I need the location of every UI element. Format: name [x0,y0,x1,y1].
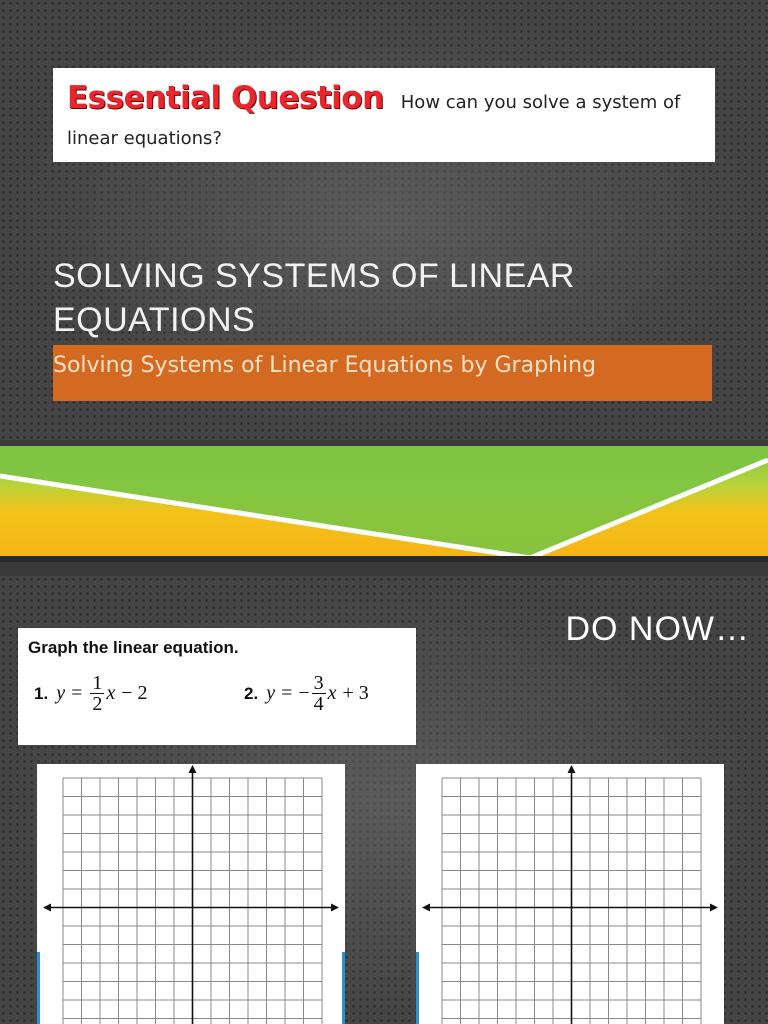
problem-number: 1. [34,683,49,703]
chevron-banner [0,440,768,576]
grid-1-edge-marker [37,952,40,1024]
grid-2-edge-marker [416,952,419,1024]
problem-operation: − 2 [121,682,148,704]
problem-equals: = [71,682,83,704]
coordinate-grid-1-svg [37,764,345,1024]
slide-title-line-2: EQUATIONS [53,301,256,339]
problem-lhs: y [266,682,276,704]
fraction-denominator: 2 [92,693,103,715]
fraction-numerator: 3 [313,672,324,694]
task-box [18,628,416,745]
x-axis-arrow-left [422,904,430,912]
fraction-denominator: 4 [313,693,324,715]
grid-1-edge-marker-right [342,952,345,1024]
essential-question-heading: Essential Question [67,80,384,116]
problem-1 [34,673,154,714]
fraction [312,673,326,714]
essential-question-text: How can you solve a system of [400,92,681,113]
y-axis-arrow-up [568,765,576,773]
y-axis-arrow-up [189,765,197,773]
problem-equals: = [281,682,293,704]
task-title: Graph the linear equation. [28,638,239,657]
slide-title-line-1: SOLVING SYSTEMS OF LINEAR [53,257,575,295]
title-slide [0,0,768,440]
problem-2 [244,673,375,714]
subtitle-bar [53,345,712,401]
x-axis-arrow-right [331,904,339,912]
slide-subtitle: Solving Systems of Linear Equations by Graphing [53,353,596,378]
problem-sign: − [298,682,310,704]
coordinate-grid-1[interactable] [37,764,345,1024]
essential-question-text-continued: linear equations? [67,128,222,149]
x-axis-arrow-right [710,904,718,912]
fraction [90,673,104,714]
problem-variable: x [327,682,337,704]
coordinate-grid-2[interactable] [416,764,724,1024]
problem-variable: x [106,682,116,704]
coordinate-grid-2-svg [416,764,724,1024]
x-axis-arrow-left [43,904,51,912]
section-divider [0,440,768,576]
essential-question-box [53,68,715,162]
do-now-slide [0,576,768,1024]
problem-lhs: y [56,682,66,704]
fraction-numerator: 1 [92,672,103,694]
slide-title [53,254,693,342]
do-now-heading: DO NOW… [565,610,750,648]
problem-number: 2. [244,683,259,703]
problem-operation: + 3 [342,682,369,704]
